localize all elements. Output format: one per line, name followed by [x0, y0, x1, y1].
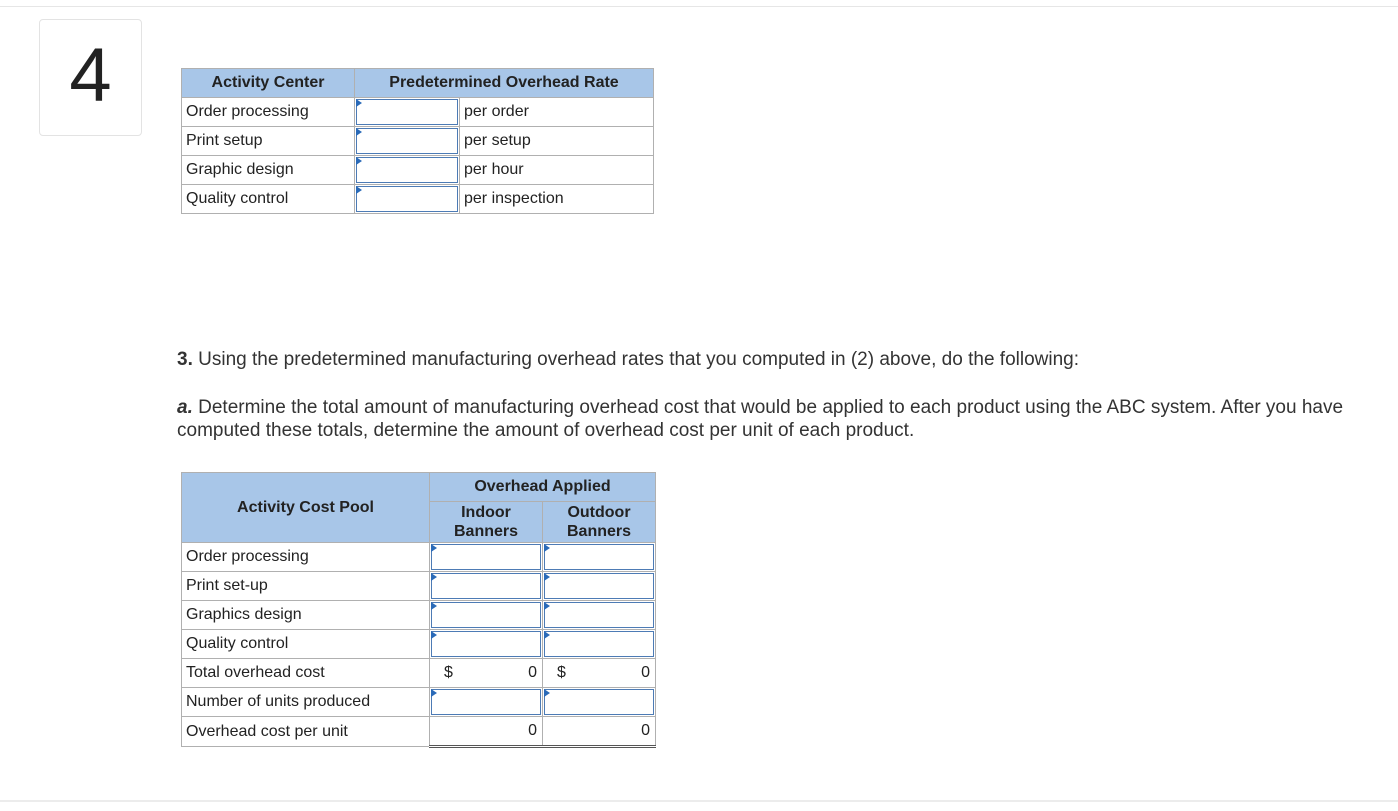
overhead-applied-table [181, 472, 656, 748]
table-row [182, 127, 654, 156]
rate-input-order-processing[interactable] [356, 99, 458, 125]
rate-unit-label: per order [460, 98, 654, 127]
overhead-applied-header: Overhead Applied [430, 473, 656, 502]
outdoor-quality-control-input[interactable] [544, 631, 654, 657]
table-row [182, 659, 656, 688]
cost-per-unit-label: Overhead cost per unit [182, 717, 430, 747]
indoor-quality-control-input[interactable] [431, 631, 541, 657]
units-produced-label: Number of units produced [182, 688, 430, 717]
activity-label: Quality control [182, 185, 355, 214]
table-row [182, 717, 656, 747]
overhead-rate-table [181, 68, 654, 214]
part3a-instruction [177, 396, 1357, 442]
part3a-label: a. [177, 397, 193, 418]
table-row [182, 543, 656, 572]
indoor-total-overhead-value: 0 [528, 664, 537, 681]
cost-pool-label: Print set-up [182, 572, 430, 601]
activity-label: Print setup [182, 127, 355, 156]
part3a-text: Determine the total amount of manufacturing overhead cost that would be applied to each product using the ABC system. After you have computed these totals, determine the amount of overhead cost per unit of each product. [177, 397, 1344, 441]
rate-input-graphic-design[interactable] [356, 157, 458, 183]
outdoor-order-processing-input[interactable] [544, 544, 654, 570]
indoor-banners-header: Indoor Banners [430, 502, 543, 543]
table-row [182, 185, 654, 214]
cost-pool-label: Order processing [182, 543, 430, 572]
cost-pool-label: Graphics design [182, 601, 430, 630]
question-number-box [39, 19, 142, 136]
activity-label: Graphic design [182, 156, 355, 185]
overhead-rate-header: Predetermined Overhead Rate [355, 69, 654, 98]
table-row [182, 630, 656, 659]
table-row [182, 572, 656, 601]
activity-label: Order processing [182, 98, 355, 127]
outdoor-graphics-design-input[interactable] [544, 602, 654, 628]
table-row [182, 156, 654, 185]
table-row [182, 601, 656, 630]
indoor-units-input[interactable] [431, 689, 541, 715]
outdoor-cost-per-unit-value: 0 [641, 722, 650, 739]
currency-sign: $ [557, 664, 566, 681]
indoor-cost-per-unit-value: 0 [528, 722, 537, 739]
currency-sign: $ [444, 664, 453, 681]
part3-text: Using the predetermined manufacturing overhead rates that you computed in (2) above, do the following: [198, 349, 1079, 370]
outdoor-banners-header: Outdoor Banners [543, 502, 656, 543]
table-row [182, 98, 654, 127]
rate-unit-label: per setup [460, 127, 654, 156]
cost-pool-label: Quality control [182, 630, 430, 659]
rate-unit-label: per inspection [460, 185, 654, 214]
rate-unit-label: per hour [460, 156, 654, 185]
bottom-divider [0, 800, 1398, 802]
outdoor-units-input[interactable] [544, 689, 654, 715]
rate-input-quality-control[interactable] [356, 186, 458, 212]
part3-label: 3. [177, 349, 193, 370]
table-row [182, 688, 656, 717]
outdoor-total-overhead-value: 0 [641, 664, 650, 681]
indoor-order-processing-input[interactable] [431, 544, 541, 570]
top-divider [0, 6, 1398, 7]
total-overhead-label: Total overhead cost [182, 659, 430, 688]
outdoor-print-setup-input[interactable] [544, 573, 654, 599]
indoor-print-setup-input[interactable] [431, 573, 541, 599]
indoor-graphics-design-input[interactable] [431, 602, 541, 628]
activity-center-header: Activity Center [182, 69, 355, 98]
part3-instruction [177, 349, 1079, 371]
rate-input-print-setup[interactable] [356, 128, 458, 154]
activity-cost-pool-header: Activity Cost Pool [182, 473, 430, 543]
question-number: 4 [69, 33, 112, 118]
